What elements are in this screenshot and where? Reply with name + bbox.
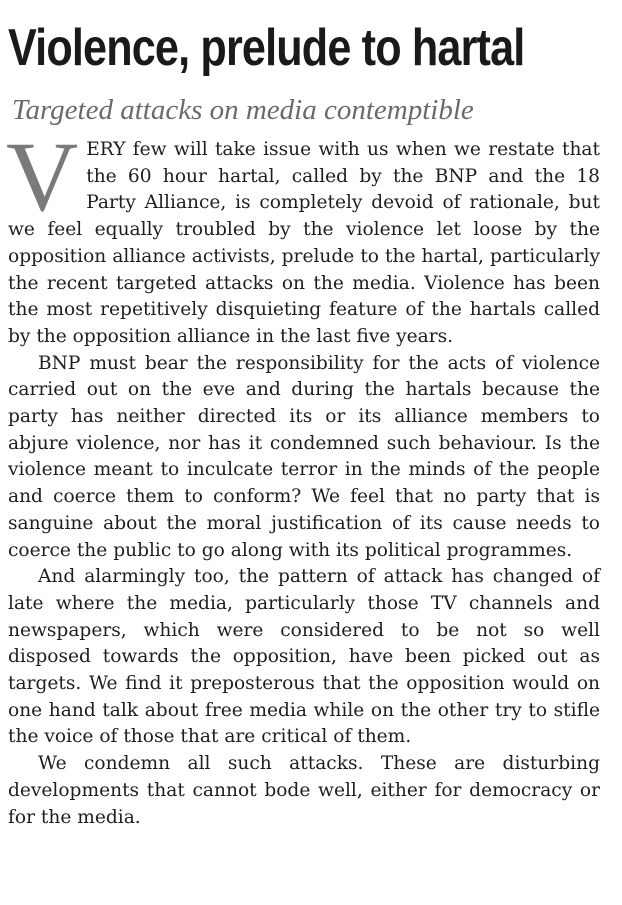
headline: Violence, prelude to hartal xyxy=(8,19,525,77)
subheadline: Targeted attacks on media contemptible xyxy=(12,94,474,126)
article-body xyxy=(6,121,600,831)
paragraph-2: BNP must bear the responsibility for the acts of violence carried out on the eve and during the hartals because the party has neither directed its or its alliance members to abjure violence, nor has it condemned such behaviour. Is the violence meant to inculcate terror in the minds of the people and coerce them to conform? We feel that no party that is sanguine about the moral justification of its cause needs to coerce the public to go along with its political programmes. xyxy=(8,352,600,561)
paragraph-1-text: ERY few will take issue with us when we restate that the 60 hour hartal, called by the BNP and the 18 Party Alliance, is completely devoid of rationale, but we feel equally troubled by the violence let loose by the opposition alliance activists, prelude to the hartal, particularly the recent targeted attacks on the media. Violence has been the most repetitively disquieting feature of the hartals called by the opposition alliance in the last five years. xyxy=(8,139,600,347)
dropcap: V xyxy=(6,121,79,232)
paragraph-3: And alarmingly too, the pattern of attack has changed of late where the media, particularly those TV channels and newspapers, which were considered to be not so well disposed towards the opposition, have been picked out as targets. We find it preposterous that the opposition would on one hand talk about free media while on the other try to stifle the voice of those that are critical of them. xyxy=(8,566,600,748)
paragraph-1 xyxy=(6,121,600,351)
paragraph-4: We condemn all such attacks. These are disturbing developments that cannot bode well, either for democracy or for the media. xyxy=(8,753,600,828)
